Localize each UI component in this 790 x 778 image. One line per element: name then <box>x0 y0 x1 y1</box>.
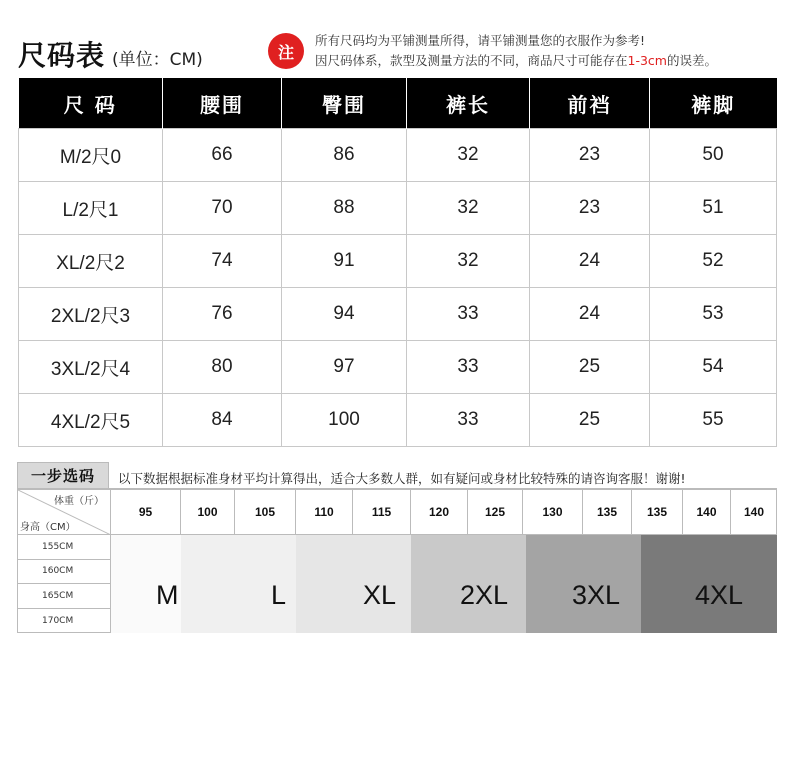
height-cell: 160CM <box>18 560 111 585</box>
table-row <box>19 182 777 235</box>
weight-cell: 135 <box>632 490 683 535</box>
weight-cell: 140 <box>731 490 777 535</box>
weight-cell: 115 <box>353 490 411 535</box>
cell-hip: 97 <box>282 341 407 394</box>
size-recommendation-grid <box>17 489 777 633</box>
cell-leg-opening: 52 <box>650 235 777 288</box>
cell-size: L/2尺1 <box>19 182 163 235</box>
cell-size: 4XL/2尺5 <box>19 394 163 447</box>
cell-length: 32 <box>407 129 530 182</box>
note-badge: 注 <box>268 33 304 69</box>
weight-cell: 130 <box>523 490 583 535</box>
weight-cell: 110 <box>296 490 353 535</box>
cell-waist: 66 <box>163 129 282 182</box>
size-table <box>18 78 777 447</box>
cell-length: 33 <box>407 341 530 394</box>
table-row <box>19 288 777 341</box>
table-row <box>19 394 777 447</box>
cell-front-rise: 23 <box>530 182 650 235</box>
step-select-description: 以下数据根据标准身材平均计算得出，适合大多数人群，如有疑问或身材比较特殊的请咨询客服！谢谢! <box>118 471 686 486</box>
height-cell: 165CM <box>18 584 111 609</box>
table-row <box>19 129 777 182</box>
cell-front-rise: 24 <box>530 288 650 341</box>
note-line-1: 所有尺码均为平铺测量所得，请平铺测量您的衣服作为参考! <box>315 33 646 48</box>
header-front-rise: 前裆 <box>530 78 650 129</box>
cell-waist: 76 <box>163 288 282 341</box>
cell-size: M/2尺0 <box>19 129 163 182</box>
weight-cell: 140 <box>683 490 731 535</box>
cell-hip: 86 <box>282 129 407 182</box>
page-title: 尺码表 <box>18 39 106 72</box>
table-row <box>19 235 777 288</box>
cell-size: 2XL/2尺3 <box>19 288 163 341</box>
height-axis-label: 身高（CM） <box>20 522 76 533</box>
note-line-2-end: 的误差。 <box>666 53 717 68</box>
size-label-3xl: 3XL <box>572 580 621 610</box>
unit-label: (单位：CM) <box>112 50 203 70</box>
height-cell: 155CM <box>18 535 111 560</box>
height-cell: 170CM <box>18 609 111 634</box>
height-column <box>18 535 111 633</box>
size-table-header <box>19 78 777 129</box>
size-label-2xl: 2XL <box>460 580 509 610</box>
cell-length: 32 <box>407 182 530 235</box>
weight-cell: 105 <box>235 490 296 535</box>
size-label-xl: XL <box>363 580 397 610</box>
weight-cell: 95 <box>111 490 181 535</box>
weight-row <box>111 490 777 535</box>
cell-front-rise: 24 <box>530 235 650 288</box>
cell-leg-opening: 50 <box>650 129 777 182</box>
cell-front-rise: 25 <box>530 394 650 447</box>
size-label-m: M <box>156 580 179 610</box>
cell-waist: 84 <box>163 394 282 447</box>
weight-cell: 120 <box>411 490 468 535</box>
weight-cell: 135 <box>583 490 632 535</box>
note-error-range: 1-3cm <box>627 53 667 68</box>
note-line-2-start: 因尺码体系，款型及测量方法的不同，商品尺寸可能存在 <box>315 53 628 68</box>
size-label-l: L <box>271 580 287 610</box>
table-row <box>19 341 777 394</box>
cell-length: 32 <box>407 235 530 288</box>
cell-leg-opening: 55 <box>650 394 777 447</box>
cell-front-rise: 25 <box>530 341 650 394</box>
step-select-label: 一步选码 <box>17 462 109 489</box>
cell-leg-opening: 53 <box>650 288 777 341</box>
cell-waist: 80 <box>163 341 282 394</box>
cell-waist: 74 <box>163 235 282 288</box>
header-size: 尺 码 <box>19 78 163 129</box>
weight-cell: 125 <box>468 490 523 535</box>
cell-size: 3XL/2尺4 <box>19 341 163 394</box>
cell-hip: 91 <box>282 235 407 288</box>
cell-waist: 70 <box>163 182 282 235</box>
cell-length: 33 <box>407 394 530 447</box>
cell-front-rise: 23 <box>530 129 650 182</box>
size-label-4xl: 4XL <box>695 580 744 610</box>
cell-hip: 100 <box>282 394 407 447</box>
diagonal-header-cell <box>18 490 111 535</box>
cell-hip: 94 <box>282 288 407 341</box>
header-hip: 臀围 <box>282 78 407 129</box>
header-waist: 腰围 <box>163 78 282 129</box>
weight-cell: 100 <box>181 490 235 535</box>
header-length: 裤长 <box>407 78 530 129</box>
weight-axis-label: 体重（斤） <box>54 496 104 507</box>
cell-length: 33 <box>407 288 530 341</box>
header-leg-opening: 裤脚 <box>650 78 777 129</box>
cell-hip: 88 <box>282 182 407 235</box>
cell-leg-opening: 51 <box>650 182 777 235</box>
cell-leg-opening: 54 <box>650 341 777 394</box>
cell-size: XL/2尺2 <box>19 235 163 288</box>
note-line-2 <box>315 51 717 69</box>
